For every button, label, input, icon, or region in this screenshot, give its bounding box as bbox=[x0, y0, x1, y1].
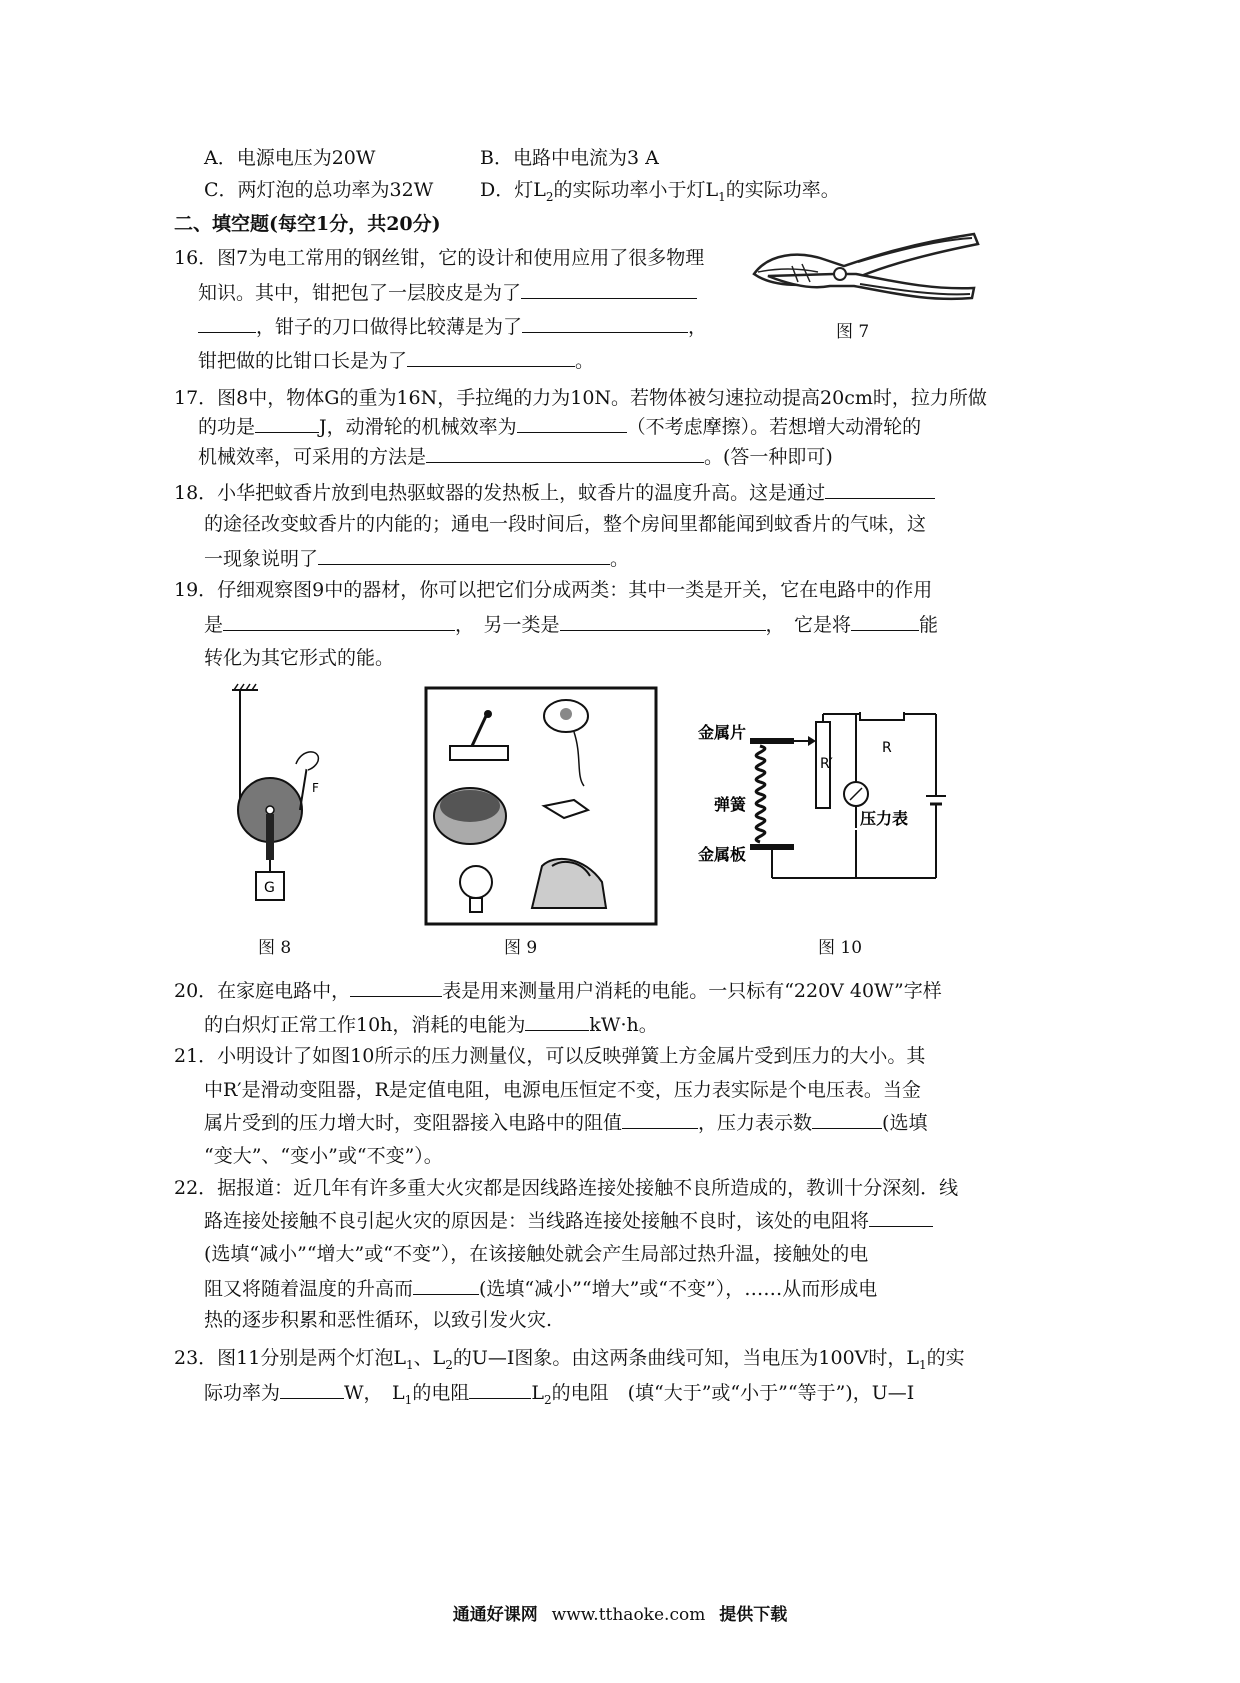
q16-line4: 钳把做的比钳口长是为了 。 bbox=[198, 350, 595, 372]
q17-line2: 的功是 J，动滑轮的机械效率为 （不考虑摩擦）。若想增大动滑轮的 bbox=[198, 416, 922, 438]
footer-site: 通通好课网 bbox=[452, 1605, 538, 1625]
pulley-figure bbox=[222, 682, 332, 908]
q18-line2: 的途径改变蚊香片的内能的；通电一段时间后，整个房间里都能闻到蚊香片的气味，这 bbox=[204, 513, 927, 535]
q22-line4: 阻又将随着温度的升高而 (选填“减小”“增大”或“不变”），……从而形成电 bbox=[204, 1278, 878, 1300]
rprime-label: R′ bbox=[820, 756, 833, 772]
q19-line2: 是 ， 另一类是 ， 它是将 能 bbox=[204, 614, 939, 636]
q20-line1: 20．在家庭电路中， 表是用来测量用户消耗的电能。一只标有“220V 40W”字样 bbox=[174, 980, 942, 1002]
option-b: B．电路中电流为3 A bbox=[480, 147, 659, 169]
force-label: F bbox=[312, 781, 319, 795]
fig10-caption: 图 10 bbox=[818, 938, 863, 958]
metal-sheet-label: 金属片 bbox=[698, 723, 747, 742]
q19-line3: 转化为其它形式的能。 bbox=[204, 647, 395, 669]
fig9-caption: 图 9 bbox=[504, 938, 538, 958]
footer-tail: 提供下载 bbox=[719, 1605, 788, 1625]
circuit-figure bbox=[696, 712, 946, 892]
q21-line3: 属片受到的压力增大时，变阻器接入电路中的阻值 ，压力表示数 (选填 bbox=[204, 1112, 928, 1134]
fig7-caption: 图 7 bbox=[836, 322, 870, 342]
q18-line3: 一现象说明了 。 bbox=[204, 548, 630, 570]
q17-line3: 机械效率，可采用的方法是 。(答一种即可) bbox=[198, 446, 833, 468]
option-a: A．电源电压为20W bbox=[204, 147, 376, 169]
q16-line1: 16．图7为电工常用的钢丝钳，它的设计和使用应用了很多物理 bbox=[174, 247, 705, 269]
metal-plate-label: 金属板 bbox=[698, 845, 747, 864]
meter-label: 压力表 bbox=[860, 809, 909, 828]
q18-line1: 18．小华把蚊香片放到电热驱蚊器的发热板上，蚊香片的温度升高。这是通过 bbox=[174, 480, 935, 505]
section-title: 二、填空题(每空1分，共20分) bbox=[174, 213, 441, 235]
option-d: D．灯$L_2$的实际功率小于灯$L_1$的实际功率。 bbox=[480, 179, 840, 204]
q17-line1: 17．图8中，物体G的重为16N，手拉绳的力为10N。若物体被匀速拉动提高20cm时，拉力所做 bbox=[174, 387, 987, 409]
spring-label: 弹簧 bbox=[714, 795, 747, 814]
q22-line5: 热的逐步积累和恶性循环，以致引发火灾. bbox=[204, 1309, 553, 1331]
q23-line1: 23．图11分别是两个灯泡$L_1$、$L_2$的U—I图象。由这两条曲线可知，当电压为100V时，$L_1$的实 bbox=[174, 1347, 965, 1372]
q16-line2: 知识。其中，钳把包了一层胶皮是为了 bbox=[198, 280, 697, 305]
q22-line1: 22．据报道：近几年有许多重大火灾都是因线路连接处接触不良所造成的，教训十分深刻．线 bbox=[174, 1177, 959, 1199]
option-c: C．两灯泡的总功率为32W bbox=[204, 179, 434, 201]
pliers-figure bbox=[748, 224, 982, 312]
q22-line2: 路连接处接触不良引起火灾的原因是：当线路连接处接触不良时，该处的电阻将 bbox=[204, 1208, 933, 1233]
q21-line1: 21．小明设计了如图10所示的压力测量仪，可以反映弹簧上方金属片受到压力的大小。其 bbox=[174, 1045, 926, 1067]
weight-label: G bbox=[264, 880, 275, 896]
fig8-caption: 图 8 bbox=[258, 938, 292, 958]
footer-url[interactable]: www.tthaoke.com bbox=[551, 1605, 706, 1625]
q22-line3: (选填“减小”“增大”或“不变”），在该接触处就会产生局部过热升温，接触处的电 bbox=[204, 1243, 869, 1265]
q20-line2: 的白炽灯正常工作10h，消耗的电能为 kW·h。 bbox=[204, 1014, 658, 1036]
footer bbox=[0, 1600, 1240, 1625]
q21-line4: “变大”、“变小”或“不变”）。 bbox=[204, 1145, 443, 1167]
appliances-figure bbox=[424, 686, 658, 926]
q16-line3: ，钳子的刀口做得比较薄是为了 ， bbox=[198, 314, 707, 339]
q23-line2: 际功率为 W， $L_1$的电阻 $L_2$的电阻 (填“大于”或“小于”“等于”)，U—I bbox=[204, 1382, 915, 1407]
q21-line2: 中R′是滑动变阻器，R是定值电阻，电源电压恒定不变，压力表实际是个电压表。当金 bbox=[204, 1079, 921, 1101]
r-label: R bbox=[882, 740, 892, 756]
q19-line1: 19．仔细观察图9中的器材，你可以把它们分成两类：其中一类是开关，它在电路中的作用 bbox=[174, 579, 933, 601]
